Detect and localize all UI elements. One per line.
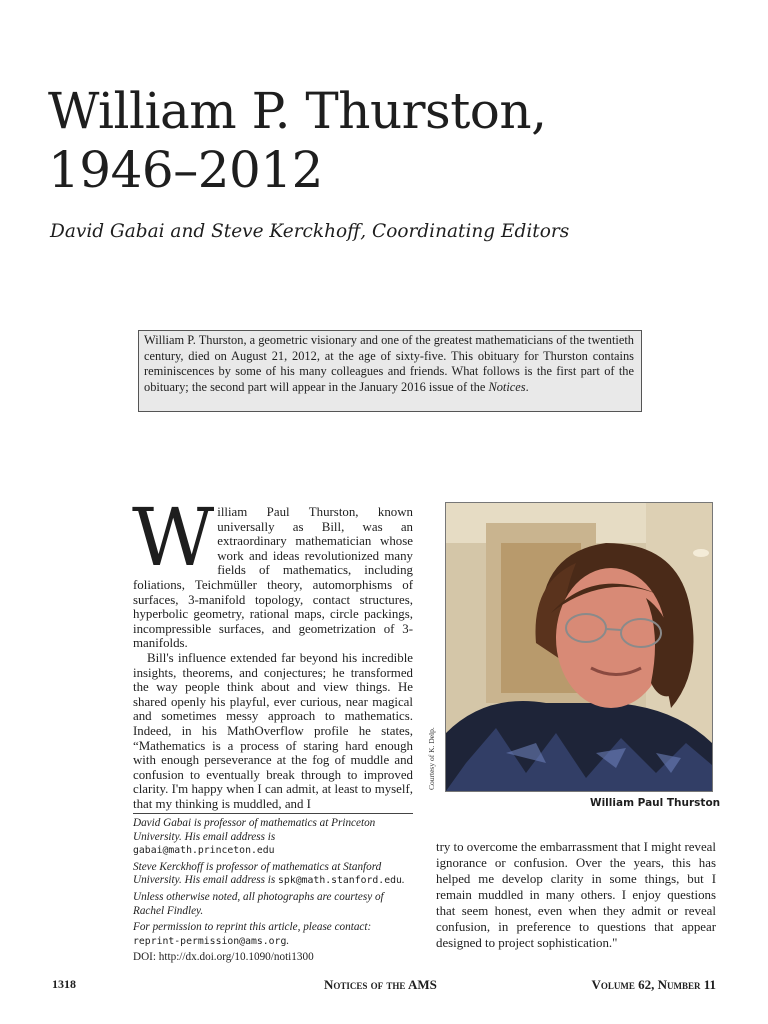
coordinating-editors: David Gabai and Steve Kerckhoff, Coordinating Editors xyxy=(50,221,570,242)
note-permission-text: For permission to reprint this article, please contact: xyxy=(133,921,372,934)
paragraph-3: try to overcome the embarrassment that I might reveal ignorance or confusion. Over the years, this has helped me develop clarity in some things, but I remain muddled in many others. I enjoy questions that seem honest, even when they admit or reveal confusion, in preference to questions that appear designed to project sophistication." xyxy=(436,840,716,950)
journal-name: Notices of the AMS xyxy=(324,977,437,992)
abstract-box xyxy=(138,330,642,412)
gabai-email-link[interactable]: gabai@math.princeton.edu xyxy=(133,845,275,857)
article-title xyxy=(48,82,728,200)
photo-caption: William Paul Thurston xyxy=(590,797,721,809)
photo-credit: Courtesy of K. Delp. xyxy=(427,727,436,790)
doi-link[interactable]: DOI: http://dx.doi.org/10.1090/noti1300 xyxy=(133,951,314,964)
title-line-1: William P. Thurston, xyxy=(48,82,547,140)
abstract-end: . xyxy=(525,379,529,394)
drop-cap: W xyxy=(132,491,215,584)
note-permission-end: . xyxy=(286,934,290,947)
abstract-text: William P. Thurston, a geometric visionary and one of the greatest mathematicians of the twentieth century, died on August 21, 2012, at the age of sixty-five. This obituary for Thurston contains reminiscences by some of his many colleagues and friends. What follows is the first part of the obituary; the second part will appear in the January 2016 issue of the xyxy=(144,333,634,394)
paragraph-1-text: illiam Paul Thurston, known universally as Bill, was an extraordinary mathematician whose work and ideas revolutionized many fields of mathematics, including foliations, Teichmüller theory, automorphisms of surfaces, 3-manifold topology, contact structures, hyperbolic geometry, rational maps, circle packings, incompressible surfaces, and geometrization of 3-manifolds. xyxy=(133,505,413,651)
thurston-photo xyxy=(445,502,713,792)
paragraph-2: Bill's influence extended far beyond his incredible insights, theorems, and conjectures; he transformed the way people think about and view things. He shared openly his playful, ever curious, near magical and sometimes messy approach to mathematics. Indeed, in his MathOverflow profile he states, “Mathematics is a process of staring hard enough with enough perseverance at the fog of muddle and confusion to eventually break through to improved clarity. I'm happy when I can admit, at least to myself, that my thinking is muddled, and I xyxy=(133,650,413,811)
note-kerckhoff xyxy=(133,861,413,888)
note-gabai xyxy=(133,817,413,858)
note-photos: Unless otherwise noted, all photographs are courtesy of Rachel Findley. xyxy=(133,890,384,917)
page-number: 1318 xyxy=(52,977,76,991)
right-column xyxy=(436,839,716,951)
note-permission xyxy=(133,921,413,948)
permission-email-link[interactable]: reprint-permission@ams.org xyxy=(133,935,287,947)
volume-number: Volume 62, Number 11 xyxy=(591,977,716,992)
portrait-illustration xyxy=(446,503,712,791)
author-notes xyxy=(133,813,413,968)
abstract-journal: Notices xyxy=(488,379,526,394)
page-footer xyxy=(52,977,716,991)
kerckhoff-email-link[interactable]: spk@math.stanford.edu xyxy=(278,875,402,887)
left-column xyxy=(132,491,413,811)
note-kerckhoff-end: . xyxy=(401,874,405,887)
paragraph-1 xyxy=(132,491,413,651)
note-gabai-text: David Gabai is professor of mathematics at Princeton University. His email address is xyxy=(133,817,376,843)
note-kerckhoff-text: Steve Kerckhoff is professor of mathematics at Stanford University. His email address is xyxy=(133,860,382,887)
title-line-2: 1946–2012 xyxy=(48,141,323,199)
